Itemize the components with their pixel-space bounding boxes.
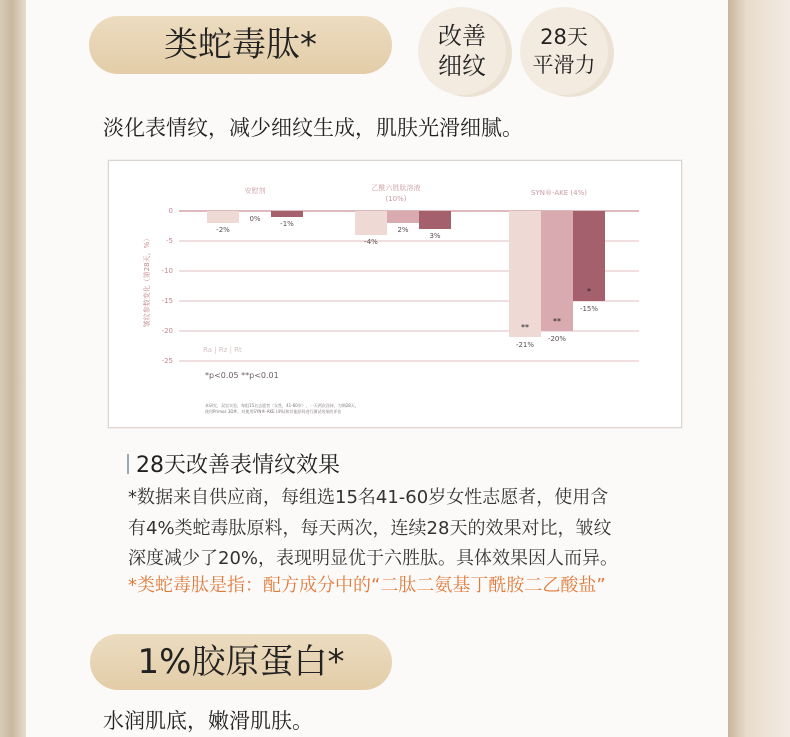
data-label: -21%: [515, 341, 535, 349]
y-tick-label: -10: [161, 267, 173, 275]
result-paragraph-line: *数据来自供应商，每组选15名41-60岁女性志愿者，使用含: [128, 487, 609, 508]
badge-28-days: [520, 7, 608, 95]
chart-footnote: 本研究，双盲实验，每组15名志愿者（女性，41-60岁），一天两次涂抹，为期28天。: [205, 403, 359, 408]
badge-line-1: 28天: [540, 25, 588, 49]
bar-ra: [207, 211, 239, 223]
group-label-hexapeptide-pct: (10%): [385, 195, 407, 203]
bar-rz: [541, 211, 573, 331]
significance-mark: **: [553, 317, 561, 326]
data-label: -1%: [280, 220, 294, 228]
y-tick-label: -15: [161, 297, 173, 305]
section-subtitle: 水润肌底，嫩滑肌肤。: [103, 709, 313, 733]
group-label-synake: SYN®-AKE (4%): [531, 189, 587, 197]
significance-note: *p<0.05 **p<0.01: [205, 371, 279, 380]
y-tick-label: -25: [161, 357, 173, 365]
significance-mark: **: [521, 323, 529, 332]
result-title: [127, 448, 340, 479]
data-label: -4%: [364, 238, 378, 246]
wrinkle-chart-card: [108, 160, 682, 428]
ingredient-note: *类蛇毒肽是指：配方成分中的“二肽二氨基丁酰胺二乙酸盐”: [128, 575, 606, 596]
y-axis-label: 皱纹参数变化（第28天，%）: [143, 234, 151, 328]
bars-group: [207, 211, 605, 349]
badge-line-2: 细纹: [438, 52, 486, 80]
bar-rt: [271, 211, 303, 217]
badge-line-1: 改善: [438, 22, 486, 50]
result-paragraph-line: 有4%类蛇毒肽原料，每天两次，连续28天的效果对比，皱纹: [128, 518, 612, 539]
bar-ra: [509, 211, 541, 337]
group-label-hexapeptide: 乙酰六胜肽溶液: [371, 184, 421, 192]
section-title-pill: [90, 634, 392, 690]
badge-improve-lines: [418, 7, 506, 95]
result-paragraph-line: 深度减少了20%，表现明显优于六胜肽。具体效果因人而异。: [128, 548, 619, 569]
bar-rt: [419, 211, 451, 229]
chart-footnote: 使用Primos 3D®，对使用SYN®-AKE (4%)和其他原料进行测试效果的评估: [205, 409, 342, 414]
y-tick-label: -20: [161, 327, 173, 335]
y-tick-label: -5: [166, 237, 173, 245]
data-label: -20%: [547, 335, 567, 343]
data-label: -15%: [579, 305, 599, 313]
section-subtitle: 淡化表情纹，减少细纹生成，肌肤光滑细腻。: [103, 116, 523, 140]
series-legend: Ra | Rz | Rt: [203, 346, 242, 354]
badge-line-2: 平滑力: [532, 53, 596, 77]
bar-ra: [355, 211, 387, 235]
significance-mark: *: [587, 287, 591, 296]
data-label: 0%: [249, 215, 261, 223]
right-frame-border: [728, 0, 790, 737]
data-label: -2%: [216, 226, 230, 234]
wrinkle-bar-chart: [109, 161, 681, 427]
section-title: 1%胶原蛋白*: [137, 642, 345, 682]
y-tick-label: 0: [168, 207, 173, 215]
data-label: 2%: [397, 226, 409, 234]
group-label-placebo: 安慰剂: [244, 187, 266, 195]
data-label: 3%: [429, 232, 441, 240]
section-title: 类蛇毒肽*: [164, 25, 317, 65]
bar-rz: [387, 211, 419, 223]
section-title-pill: [89, 16, 392, 74]
left-frame-border: [0, 0, 26, 737]
result-title-text: 28天改善表情纹效果: [136, 453, 340, 478]
